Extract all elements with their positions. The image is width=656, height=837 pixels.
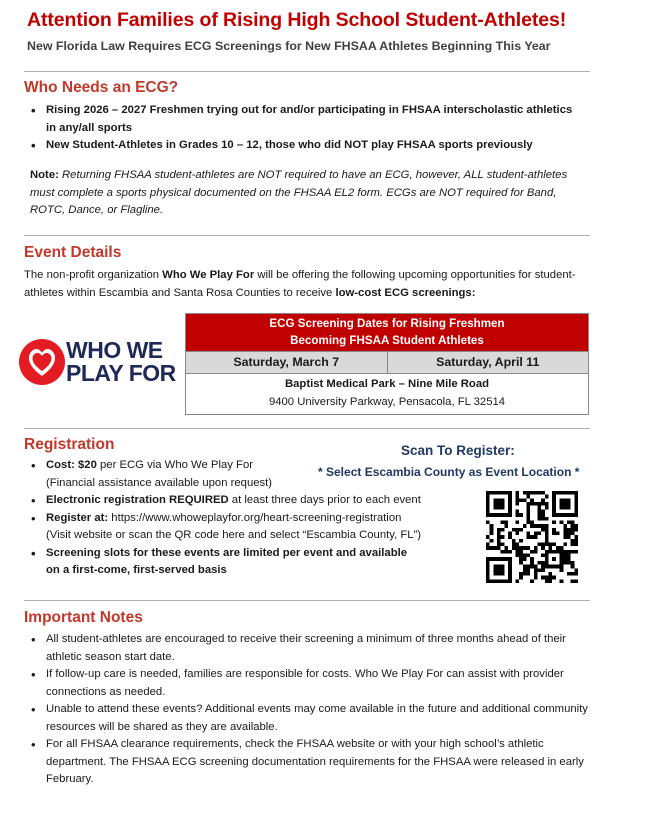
venue-name: Baptist Medical Park – Nine Mile Road	[284, 378, 490, 390]
important-notes-heading: Important Notes	[24, 609, 143, 626]
venue-address: 9400 University Parkway, Pensacola, FL 32514	[268, 395, 506, 408]
intro-text: The non-profit organization	[24, 269, 163, 281]
registration-list	[24, 457, 484, 580]
date-cell-april: Saturday, April 11	[436, 355, 540, 369]
intro-text: will be offering the following upcoming opportunities for student-athletes within Escambia and Santa Rosa Counties to receive	[24, 269, 576, 299]
scan-title: Scan To Register:	[401, 443, 515, 458]
page-title: Attention Families of Rising High School Student-Athletes!	[27, 9, 567, 31]
divider	[24, 71, 590, 72]
who-needs-heading: Who Needs an ECG?	[24, 79, 179, 96]
cost-text: per ECG via Who We Play For	[96, 459, 253, 471]
list-item: • New Student-Athletes in Grades 10 – 12, those who did NOT play FHSAA sports previously	[24, 137, 584, 155]
table-venue	[186, 374, 588, 414]
table-dates-row	[186, 351, 588, 374]
heart-icon	[19, 339, 65, 385]
list-item: • If follow-up care is needed, families are responsible for costs. Who We Play For can assist with provider connections as needed.	[24, 666, 604, 701]
divider	[24, 600, 590, 601]
table-header-line: ECG Screening Dates for Rising Freshmen	[269, 317, 505, 330]
cost-sub: (Financial assistance available upon request)	[46, 476, 273, 489]
intro-emphasis: low-cost ECG screenings	[335, 287, 472, 299]
list-item	[24, 492, 484, 510]
cost-label: Cost:	[46, 459, 75, 471]
who-needs-list	[24, 102, 584, 155]
page-subtitle: New Florida Law Requires ECG Screenings for New FHSAA Athletes Beginning This Year	[27, 39, 551, 53]
list-item	[24, 457, 484, 492]
divider	[24, 428, 590, 429]
notes-list	[24, 631, 604, 789]
register-url[interactable]: https://www.whoweplayfor.org/heart-screening-registration	[108, 511, 402, 524]
register-sub: (Visit website or scan the QR code here and select “Escambia County, FL”)	[46, 529, 422, 541]
list-item	[24, 545, 484, 580]
elec-text: at least three days prior to each event	[228, 494, 421, 506]
event-details-heading: Event Details	[24, 244, 122, 261]
list-item: • Rising 2026 – 2027 Freshmen trying out for and/or participating in FHSAA interscholastic athletics in any/all sports	[24, 102, 584, 137]
note-text: Returning FHSAA student-athletes are NOT required to have an ECG, however, ALL student-athletes must complete a sports physical documented on the FHSAA EL2 form. ECGs are NOT required for Band, ROTC, Dance, or Flagline.	[30, 169, 568, 216]
scan-note: * Select Escambia County as Event Location *	[318, 465, 580, 479]
logo-line: PLAY FOR	[66, 360, 176, 386]
slots-line: • Screening slots for these events are limited per event and available	[46, 546, 408, 559]
note-paragraph	[30, 167, 590, 220]
list-item: • Unable to attend these events? Additional events may come available in the future and additional community resources will be shared as they are available.	[24, 701, 604, 736]
table-header-line: Becoming FHSAA Student Athletes	[290, 334, 484, 347]
ecg-dates-table	[185, 313, 589, 415]
cost-value: $20	[74, 459, 97, 471]
event-intro	[24, 266, 604, 302]
logo-wordmark	[66, 339, 176, 385]
list-item	[24, 510, 484, 545]
list-item: • For all FHSAA clearance requirements, check the FHSAA website or with your high school’s athletic department. The FHSAA ECG screening documentation requirements for the FHSAA were released in early February.	[24, 736, 604, 789]
elec-bold: Electronic registration REQUIRED	[46, 494, 229, 506]
list-item: • All student-athletes are encouraged to receive their screening a minimum of three months ahead of their athletic season start date.	[24, 631, 604, 666]
qr-code[interactable]	[486, 491, 578, 583]
note-label: Note:	[30, 169, 59, 181]
register-label: Register at:	[46, 511, 109, 524]
intro-end: :	[471, 287, 476, 299]
divider	[24, 235, 590, 236]
table-header	[186, 314, 588, 351]
date-cell-march: Saturday, March 7	[186, 352, 388, 373]
registration-heading: Registration	[24, 436, 115, 453]
slots-line: on a first-come, first-served basis	[46, 564, 227, 576]
org-name: Who We Play For	[162, 269, 255, 281]
logo-line: WHO WE	[66, 337, 163, 363]
